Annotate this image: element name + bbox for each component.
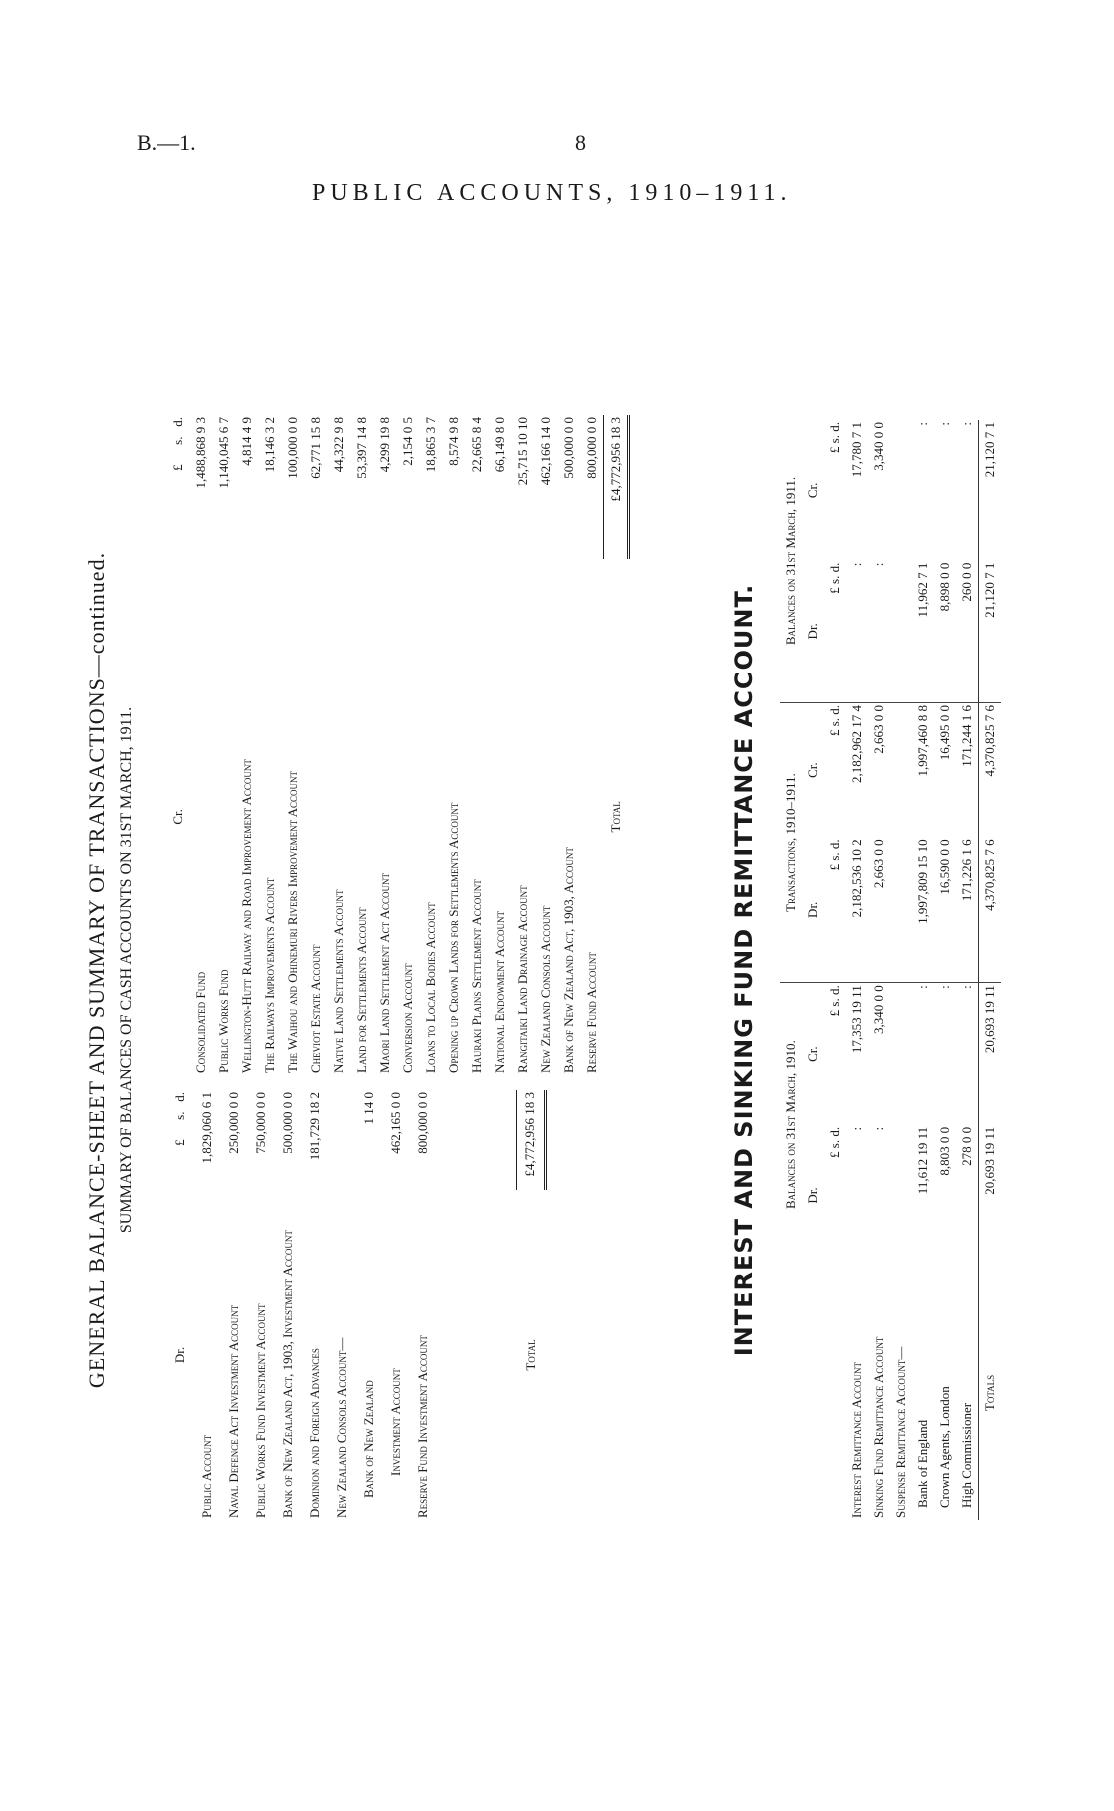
isf-cell: :: [937, 422, 952, 426]
pounds-header: £: [169, 464, 185, 471]
isf-dr-header: Dr.: [805, 1187, 820, 1204]
pounds-header: £: [171, 1139, 187, 1146]
dr-item-amount: 250,000 0 0: [225, 1092, 241, 1154]
cr-item-amount: 18,865 3 7: [422, 417, 438, 473]
isf-totals-row: [979, 420, 1002, 1520]
cr-row: [189, 415, 212, 1075]
cr-total-amount: £4,772,956 18 3: [604, 415, 629, 559]
page-title: PUBLIC ACCOUNTS, 1910–1911.: [312, 180, 792, 206]
money-header: [166, 1090, 193, 1190]
isf-dr-header: Dr.: [802, 837, 824, 982]
isf-group-1910: Balances on 31st March, 1910.: [783, 1040, 798, 1210]
cr-item-amount: 25,715 10 10: [514, 417, 530, 486]
cr-item-amount: 2,154 0 5: [399, 417, 415, 466]
isf-cell: 2,182,536 10 2: [846, 837, 868, 982]
cr-row: [258, 415, 281, 1075]
cr-item-amount: 53,397 14 8: [353, 417, 369, 479]
cr-item-amount: 4,299 19 8: [376, 417, 392, 473]
cr-item-label: Wellington-Hutt Railway and Road Improvement Account: [238, 759, 254, 1073]
cr-item-amount: 18,146 3 2: [261, 417, 277, 473]
isf-cell: [890, 837, 912, 982]
isf-row-label: Crown Agents, London: [937, 1386, 952, 1508]
pence-header: d.: [169, 417, 185, 427]
cr-item-amount: 1,140,045 6 7: [215, 417, 231, 489]
cr-row: [212, 415, 235, 1075]
isf-group-transactions: Transactions, 1910–1911.: [780, 702, 802, 982]
isf-cell: 2,663 0 0: [871, 704, 886, 754]
cr-item-label: Native Land Settlements Account: [330, 889, 346, 1073]
isf-cell: 8,803 0 0: [937, 1126, 952, 1176]
isf-totals-label: Totals: [979, 1266, 1002, 1520]
dr-item-amount: 750,000 0 0: [252, 1092, 268, 1154]
dr-item-amount: 462,165 0 0: [387, 1092, 403, 1154]
isf-cell: :: [959, 422, 974, 426]
dr-item-label: Public Account: [198, 1434, 214, 1518]
dr-item-amount: 1 14 0: [360, 1092, 376, 1125]
cr-row: [350, 415, 373, 1075]
dr-total-label: Total: [522, 1339, 538, 1371]
isf-group-1911: Balances on 31st March, 1911.: [780, 420, 802, 702]
isf-cell: [890, 983, 912, 1125]
isf-money-header: £ s. d.: [824, 561, 846, 703]
cr-item-label: Loans to Local Bodies Account: [422, 902, 438, 1073]
cr-item-label: National Endowment Account: [491, 911, 507, 1073]
isf-table: [780, 420, 1001, 1520]
page-code: B.—1.: [137, 130, 196, 155]
isf-row-label: Bank of England: [915, 1419, 930, 1508]
cr-item-amount: 1,488,868 9 3: [192, 417, 208, 489]
isf-cell: 2,182,962 17 4: [849, 704, 864, 783]
cr-total-label: Total: [608, 801, 623, 833]
cr-item-amount: 62,771 15 8: [307, 417, 323, 479]
page-number: 8: [575, 130, 586, 155]
cr-item-label: Conversion Account: [399, 963, 415, 1073]
isf-cr-header: Cr.: [805, 482, 820, 499]
dr-row: [355, 1090, 382, 1520]
isf-cell: 16,495 0 0: [937, 704, 952, 761]
dr-item-amount: 800,000 0 0: [414, 1092, 430, 1154]
cr-row: [511, 415, 534, 1075]
cr-row: [580, 415, 604, 1075]
isf-row-label: High Commissioner: [959, 1402, 974, 1508]
isf-cell: :: [915, 422, 930, 426]
cr-item-label: Cheviot Estate Account: [307, 944, 323, 1073]
cr-row: [534, 415, 557, 1075]
cr-row: [419, 415, 442, 1075]
dr-row: [301, 1090, 328, 1520]
isf-total: 20,693 19 11: [979, 1125, 1002, 1266]
cr-row: [304, 415, 327, 1075]
cr-item-label: Hauraki Plains Settlement Account: [468, 879, 484, 1073]
isf-cell: :: [846, 561, 868, 703]
pence-header: d.: [171, 1092, 187, 1102]
money-header: [166, 415, 189, 559]
cr-row: [281, 415, 304, 1075]
dr-item-label: Bank of New Zealand: [360, 1380, 376, 1498]
cr-row: [327, 415, 350, 1075]
cr-row: [557, 415, 580, 1075]
isf-cell: 3,340 0 0: [871, 985, 886, 1035]
isf-cell: 17,353 19 11: [849, 985, 864, 1054]
isf-total: 21,120 7 1: [979, 420, 1002, 561]
cr-item-label: Reserve Fund Account: [583, 952, 599, 1073]
isf-money-header: £ s. d.: [827, 985, 842, 1017]
statement-title: GENERAL BALANCE-SHEET AND SUMMARY OF TRANSACTIONS—continued.: [84, 551, 109, 1389]
dr-row: [220, 1090, 247, 1520]
cr-item-amount: 8,574 9 8: [445, 417, 461, 466]
shillings-header: s.: [169, 436, 185, 445]
isf-cell: 8,898 0 0: [934, 561, 956, 703]
dr-item-amount: 181,729 18 2: [306, 1092, 322, 1161]
statement-subtitle: SUMMARY OF BALANCES OF CASH ACCOUNTS ON 31ST MARCH, 1911.: [118, 706, 135, 1234]
isf-cell: [890, 420, 912, 561]
dr-item-amount: 1,829,060 6 1: [198, 1092, 214, 1164]
cr-item-label: New Zealand Consols Account: [537, 905, 553, 1073]
dr-row: [382, 1090, 409, 1520]
isf-cell: 11,962 7 1: [912, 561, 934, 703]
cr-item-label: Land for Settlements Account: [353, 907, 369, 1073]
isf-title: INTEREST AND SINKING FUND REMITTANCE ACCOUNT.: [730, 583, 758, 1357]
isf-cell: 2,663 0 0: [868, 837, 890, 982]
cr-item-label: Consolidated Fund: [192, 971, 208, 1073]
dr-item-amount: 500,000 0 0: [279, 1092, 295, 1154]
rotated-statement: [70, 90, 1030, 1520]
dr-row: [274, 1090, 301, 1520]
isf-cell: :: [959, 985, 974, 989]
cr-total-row: [604, 415, 629, 1075]
cr-item-label: Opening up Crown Lands for Settlements Account: [445, 802, 461, 1073]
dr-row: [247, 1090, 274, 1520]
dr-item-label: Reserve Fund Investment Account: [414, 1335, 430, 1518]
cr-item-amount: 22,665 8 4: [468, 417, 484, 473]
isf-row: [956, 420, 979, 1520]
isf-cell: 17,780 7 1: [849, 422, 864, 478]
isf-row-label: Sinking Fund Remittance Account: [871, 1336, 886, 1518]
dr-item-label: Bank of New Zealand Act, 1903, Investment Account: [279, 1230, 295, 1518]
isf-row: [934, 420, 956, 1520]
cr-item-label: Rangitaiki Land Drainage Account: [514, 885, 530, 1073]
isf-cell: 16,590 0 0: [934, 837, 956, 982]
isf-cell: 171,244 1 6: [959, 704, 974, 767]
cr-item-label: Bank of New Zealand Act, 1903, Account: [560, 847, 576, 1073]
isf-cell: 3,340 0 0: [871, 422, 886, 471]
isf-cell: [890, 702, 912, 837]
dr-row: [328, 1090, 355, 1520]
isf-cr-header: Cr.: [805, 762, 820, 778]
cr-item-label: Public Works Fund: [215, 969, 231, 1073]
isf-dr-header: Dr.: [802, 561, 824, 703]
isf-cell: :: [871, 1126, 886, 1131]
isf-cell: 11,612 19 11: [915, 1126, 930, 1195]
cr-row: [235, 415, 258, 1075]
cr-item-amount: 4,814 4 9: [238, 417, 254, 466]
isf-money-header: £ s. d.: [827, 1126, 842, 1158]
isf-row: [890, 420, 912, 1520]
isf-total: 21,120 7 1: [979, 561, 1002, 703]
dr-label: Dr.: [171, 1346, 187, 1364]
isf-total: 4,370,825 7 6: [979, 837, 1002, 982]
cr-row: [442, 415, 465, 1075]
dr-item-label: Investment Account: [387, 1368, 403, 1476]
isf-cr-header: Cr.: [805, 1046, 820, 1062]
isf-cell: 278 0 0: [959, 1126, 974, 1166]
dr-item-label: New Zealand Consols Account—: [333, 1337, 349, 1518]
isf-row: [846, 420, 868, 1520]
isf-row-label: Suspense Remittance Account—: [893, 1346, 908, 1518]
shillings-header: s.: [171, 1111, 187, 1120]
isf-row-label: Interest Remittance Account: [849, 1362, 864, 1518]
dr-total-amount: £4,772,956 18 3: [516, 1090, 545, 1190]
dr-item-label: Dominion and Foreign Advances: [306, 1348, 322, 1518]
cr-item-amount: 800,000 0 0: [583, 417, 599, 479]
cr-row: [396, 415, 419, 1075]
isf-total: 20,693 19 11: [979, 983, 1002, 1125]
isf-cell: 1,997,460 8 8: [915, 704, 930, 777]
isf-money-header: £ s. d.: [824, 837, 846, 982]
cr-row: [373, 415, 396, 1075]
cr-item-amount: 462,166 14 0: [537, 417, 553, 486]
dr-table: [166, 1090, 547, 1520]
isf-cell: 171,226 1 6: [956, 837, 979, 982]
dr-item-label: Naval Defence Act Investment Account: [225, 1304, 241, 1518]
isf-row: [868, 420, 890, 1520]
cr-item-label: Maori Land Settlement Act Account: [376, 872, 392, 1073]
cr-item-amount: 44,322 9 8: [330, 417, 346, 473]
dr-row: [193, 1090, 220, 1520]
cr-item-label: The Railways Improvements Account: [261, 877, 277, 1073]
cr-label: Cr.: [169, 809, 185, 825]
isf-total: 4,370,825 7 6: [979, 702, 1002, 837]
dr-item-label: Public Works Fund Investment Account: [252, 1303, 268, 1518]
isf-cell: 260 0 0: [956, 561, 979, 703]
cr-item-amount: 100,000 0 0: [284, 417, 300, 479]
isf-cell: :: [937, 985, 952, 989]
isf-cell: :: [849, 1126, 864, 1131]
dr-row: [409, 1090, 436, 1520]
isf-cell: 1,997,809 15 10: [912, 837, 934, 982]
dr-total-row: [516, 1090, 545, 1520]
cr-item-label: The Waihou and Ohinemuri Rivers Improvement Account: [284, 770, 300, 1073]
isf-cell: [890, 1125, 912, 1266]
isf-cell: :: [915, 985, 930, 989]
cr-row: [465, 415, 488, 1075]
cr-item-amount: 66,149 8 0: [491, 417, 507, 473]
isf-cell: [890, 561, 912, 703]
dr-item-amount: [328, 1090, 355, 1190]
isf-money-header: £ s. d.: [827, 422, 842, 454]
isf-row: [912, 420, 934, 1520]
isf-money-header: £ s. d.: [827, 704, 842, 737]
cr-item-amount: 500,000 0 0: [560, 417, 576, 479]
cr-table: [166, 415, 630, 1075]
isf-cell: :: [868, 561, 890, 703]
cr-row: [488, 415, 511, 1075]
